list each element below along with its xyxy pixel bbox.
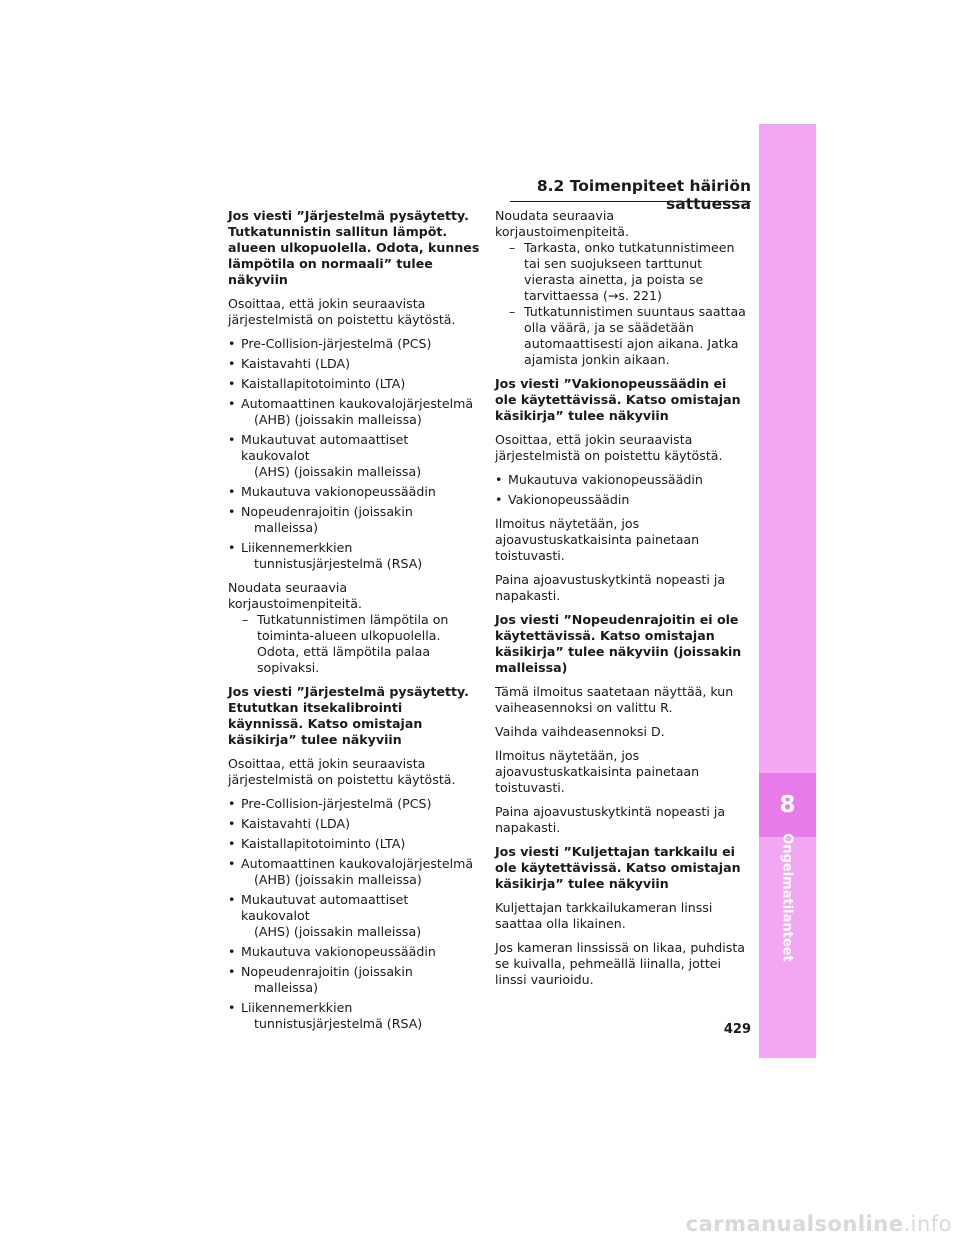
list-item (228, 396, 480, 428)
paragraph: Osoittaa, että jokin seuraavista järjestelmistä on poistettu käytöstä. (228, 756, 456, 787)
list-item (228, 964, 480, 996)
list-item-continuation: (AHB) (joissakin malleissa) (254, 412, 422, 427)
list-item-text: Nopeudenrajoitin (joissakin (241, 504, 413, 519)
list-item-text: Liikennemerkkien (241, 1000, 353, 1015)
list-item-continuation: (AHS) (joissakin malleissa) (254, 464, 422, 479)
list-item (228, 336, 480, 352)
watermark-site: carmanualsonline (685, 1212, 904, 1236)
list-item-continuation: tunnistusjärjestelmä (RSA) (254, 556, 423, 571)
bullet-list (228, 336, 480, 572)
list-item-text: Mukautuva vakionopeussäädin (241, 944, 436, 959)
list-item (228, 856, 480, 888)
list-item-text: Automaattinen kaukovalojärjestelmä (241, 396, 474, 411)
paragraph: Ilmoitus näytetään, jos ajoavustuskatkaisinta painetaan toistuvasti. (495, 748, 700, 795)
chapter-number-box (759, 773, 816, 837)
list-item-text: Pre-Collision-järjestelmä (PCS) (241, 336, 432, 351)
section-heading: Jos viesti ”Nopeudenrajoitin ei ole käytettävissä. Katso omistajan käsikirja” tulee näkyviin (joissakin malleissa) (495, 612, 742, 675)
list-item (228, 376, 480, 392)
section-heading: Jos viesti ”Kuljettajan tarkkailu ei ole käytettävissä. Katso omistajan käsikirja” tulee näkyviin (495, 844, 741, 891)
paragraph: Osoittaa, että jokin seuraavista järjestelmistä on poistettu käytöstä. (228, 296, 456, 327)
list-item (228, 796, 480, 812)
bullet-list (228, 796, 480, 1032)
paragraph: Paina ajoavustuskytkintä nopeasti ja napakasti. (495, 804, 726, 835)
bullet-list (495, 472, 747, 508)
list-item-continuation: (AHS) (joissakin malleissa) (254, 924, 422, 939)
list-item-text: Mukautuvat automaattiset kaukovalot (241, 892, 409, 923)
dash-item: – Tutkatunnistimen lämpötila on toiminta-alueen ulkopuolella. Odota, että lämpötila palaa sopivaksi. (228, 612, 480, 676)
paragraph: Kuljettajan tarkkailukameran linssi saattaa olla likainen. (495, 900, 713, 931)
list-item-text: Kaistavahti (LDA) (241, 356, 350, 371)
list-item (228, 816, 480, 832)
list-item-continuation: (AHB) (joissakin malleissa) (254, 872, 422, 887)
list-item-text: Pre-Collision-järjestelmä (PCS) (241, 796, 432, 811)
list-item-text: Liikennemerkkien (241, 540, 353, 555)
paragraph: Osoittaa, että jokin seuraavista järjestelmistä on poistettu käytöstä. (495, 432, 723, 463)
paragraph: Noudata seuraavia korjaustoimenpiteitä. (495, 208, 629, 239)
chapter-number: 8 (779, 792, 796, 818)
paragraph: Jos kameran linssissä on likaa, puhdista se kuivalla, pehmeällä liinalla, jottei linssi vaurioidu. (495, 940, 745, 987)
list-item-continuation: tunnistusjärjestelmä (RSA) (254, 1016, 423, 1031)
list-item (228, 836, 480, 852)
chapter-label-wrap (757, 833, 817, 962)
list-item-continuation: malleissa) (254, 520, 318, 535)
list-item (228, 356, 480, 372)
watermark-tld: .info (903, 1212, 952, 1236)
list-item-text: Kaistallapitotoiminto (LTA) (241, 376, 406, 391)
list-item-text: Mukautuva vakionopeussäädin (241, 484, 436, 499)
list-item-text: Nopeudenrajoitin (joissakin (241, 964, 413, 979)
list-item (228, 1000, 480, 1032)
list-item (228, 892, 480, 940)
dash-list (495, 240, 747, 368)
list-item: • Mukautuva vakionopeussäädin (495, 472, 747, 488)
list-item-text: Mukautuvat automaattiset kaukovalot (241, 432, 409, 463)
paragraph: Ilmoitus näytetään, jos ajoavustuskatkaisinta painetaan toistuvasti. (495, 516, 700, 563)
section-heading: Jos viesti ”Vakionopeussäädin ei ole käytettävissä. Katso omistajan käsikirja” tulee näkyviin (495, 376, 741, 423)
dash-list (228, 612, 480, 676)
paragraph: Vaihda vaihdeasennoksi D. (495, 724, 665, 739)
list-item (228, 484, 480, 500)
right-column (495, 208, 747, 996)
section-heading: Jos viesti ”Järjestelmä pysäytetty. Tutkatunnistin sallitun lämpöt. alueen ulkopuolella. Odota, kunnes lämpötila on normaali” tulee näkyviin (228, 208, 480, 287)
left-column (228, 208, 480, 1040)
section-heading: Jos viesti ”Järjestelmä pysäytetty. Etututkan itsekalibrointi käynnissä. Katso omistajan käsikirja” tulee näkyviin (228, 684, 469, 747)
list-item (228, 432, 480, 480)
watermark-footer (0, 1212, 952, 1236)
paragraph: Noudata seuraavia korjaustoimenpiteitä. (228, 580, 362, 611)
dash-item: – Tutkatunnistimen suuntaus saattaa olla väärä, ja se säädetään automaattisesti ajon aikana. Jatka ajamista jonkin aikaan. (495, 304, 747, 368)
list-item-text: Automaattinen kaukovalojärjestelmä (241, 856, 474, 871)
list-item-text: Kaistavahti (LDA) (241, 816, 350, 831)
chapter-label: Ongelmatilanteet (779, 833, 795, 962)
list-item: • Vakionopeussäädin (495, 492, 747, 508)
list-item (228, 944, 480, 960)
paragraph: Tämä ilmoitus saatetaan näyttää, kun vaiheasennoksi on valittu R. (495, 684, 734, 715)
section-header: 8.2 Toimenpiteet häiriön sattuessa (510, 177, 751, 202)
dash-item: – Tarkasta, onko tutkatunnistimeen tai sen suojukseen tarttunut vierasta ainetta, ja poista se tarvittaessa (→s. 221) (495, 240, 747, 304)
list-item (228, 540, 480, 572)
list-item (228, 504, 480, 536)
paragraph: Paina ajoavustuskytkintä nopeasti ja napakasti. (495, 572, 726, 603)
page-number: 429 (723, 1022, 751, 1037)
list-item-continuation: malleissa) (254, 980, 318, 995)
list-item-text: Kaistallapitotoiminto (LTA) (241, 836, 406, 851)
